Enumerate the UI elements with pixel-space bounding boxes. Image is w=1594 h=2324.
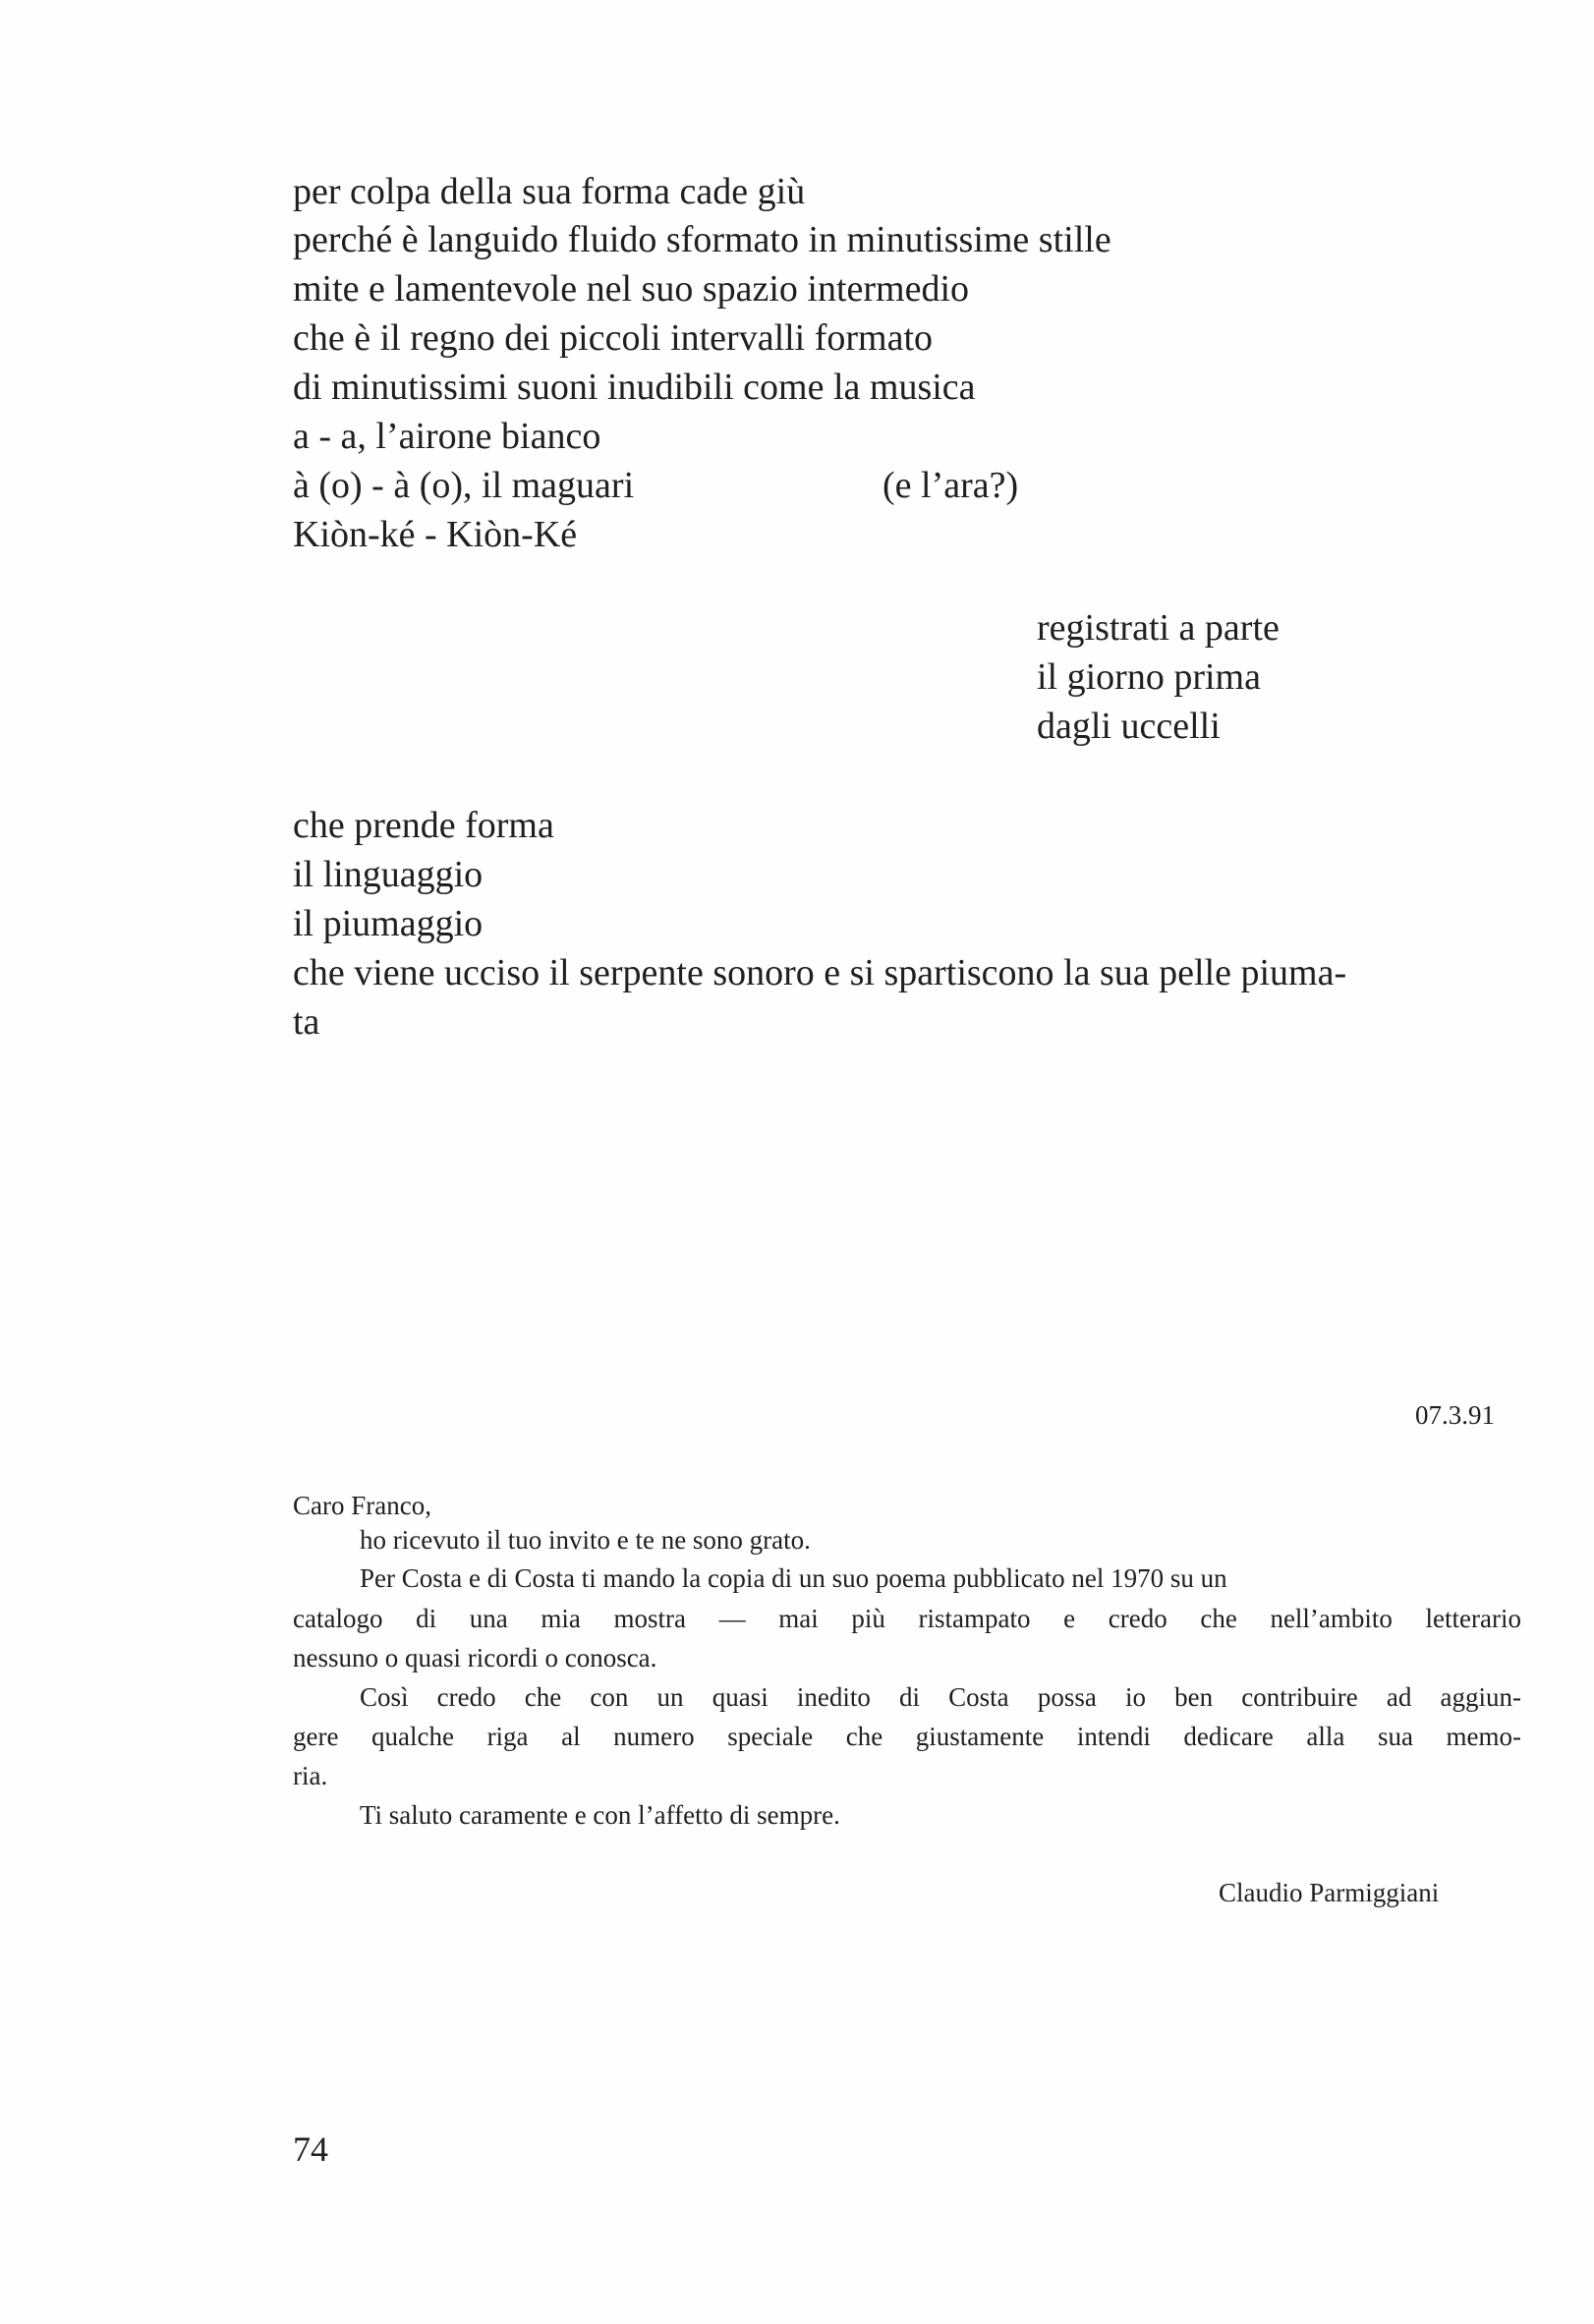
poem-line: perché è languido fluido sformato in minutissime stille (293, 219, 1111, 260)
letter-date: 07.3.91 (1415, 1400, 1495, 1430)
letter-salutation: Caro Franco, (293, 1491, 431, 1520)
poem-line: Kiòn-ké - Kiòn-Ké (293, 514, 578, 555)
poem-line: che prende forma (293, 805, 554, 846)
poem-line: il linguaggio (293, 854, 484, 895)
poem-line: ta (293, 1001, 320, 1043)
letter-line: Ti saluto caramente e con l’affetto di sempre. (360, 1800, 840, 1830)
poem-inline-aside: (e l’ara?) (882, 465, 1019, 506)
poem-line: per colpa della sua forma cade giù (293, 171, 806, 212)
letter-line: catalogo di una mia mostra — mai più ristampato e credo che nell’ambito letterario (293, 1604, 1521, 1633)
letter-line: Così credo che con un quasi inedito di Costa possa io ben contribuire ad aggiun- (360, 1682, 1521, 1712)
letter-line: ria. (293, 1761, 328, 1790)
poem-line: à (o) - à (o), il maguari (293, 465, 635, 506)
poem-line: di minutissimi suoni inudibili come la musica (293, 367, 976, 408)
poem-line: il piumaggio (293, 903, 484, 944)
letter-line: nessuno o quasi ricordi o conosca. (293, 1643, 657, 1672)
letter-line: Per Costa e di Costa ti mando la copia di un suo poema pubblicato nel 1970 su un (360, 1563, 1227, 1593)
letter-line: ho ricevuto il tuo invito e te ne sono grato. (360, 1525, 811, 1555)
page-number: 74 (293, 2129, 328, 2169)
poem-aside-line: il giorno prima (1037, 656, 1261, 698)
poem-line: a - a, l’airone bianco (293, 416, 601, 457)
poem-aside-line: dagli uccelli (1037, 706, 1221, 747)
letter-signature: Claudio Parmiggiani (1219, 1878, 1440, 1907)
poem-aside-line: registrati a parte (1037, 607, 1280, 649)
poem-line: che è il regno dei piccoli intervalli formato (293, 317, 934, 359)
poem-line: mite e lamentevole nel suo spazio intermedio (293, 268, 970, 310)
poem-line: che viene ucciso il serpente sonoro e si spartiscono la sua pelle piuma- (293, 952, 1347, 993)
letter-line: gere qualche riga al numero speciale che giustamente intendi dedicare alla sua memo- (293, 1722, 1521, 1751)
